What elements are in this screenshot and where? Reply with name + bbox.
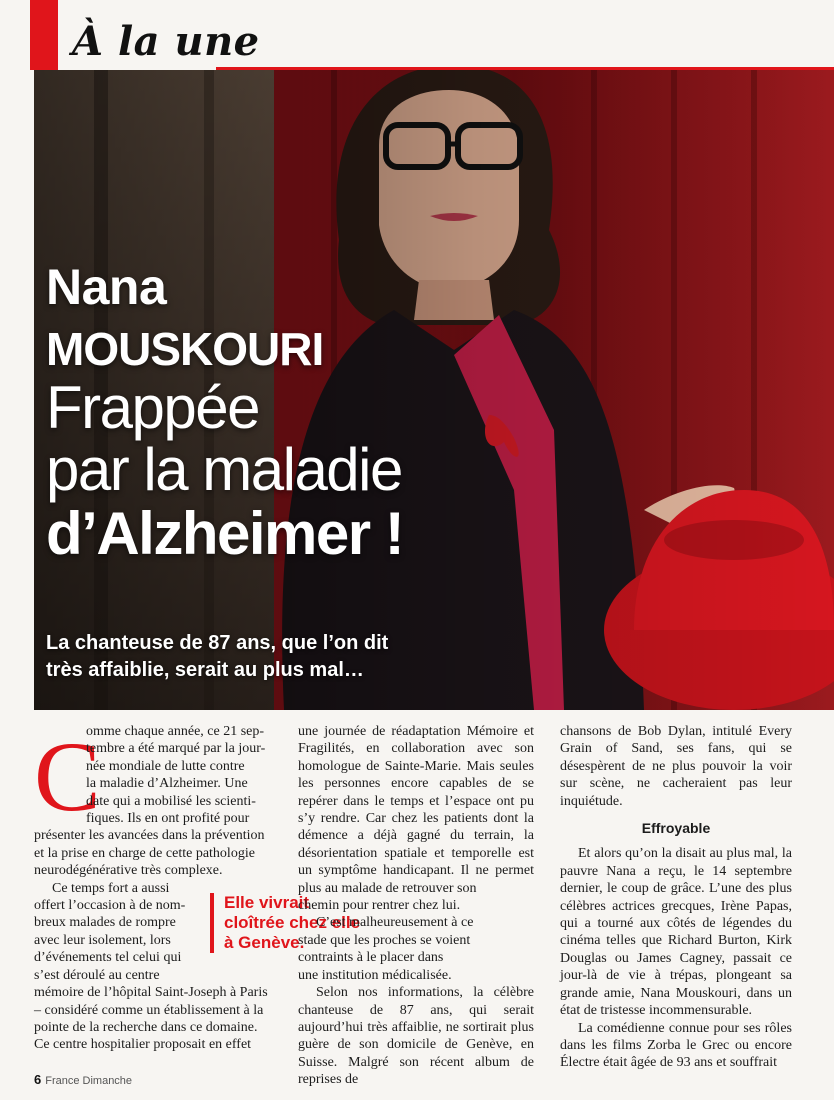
standfirst-line-1: La chanteuse de 87 ans, que l’on dit — [46, 632, 389, 654]
col1-line: date qui a mobilisé les scienti- — [86, 793, 256, 809]
col1-line: neurodégénérative très complexe. — [34, 863, 223, 879]
col1-line: s’est déroulé au centre — [34, 967, 160, 983]
col1-line: offert l’occasion à de nom- — [34, 898, 186, 914]
col1-line: la maladie d’Alzheimer. Une — [86, 776, 248, 792]
section-rubric: À la une — [72, 18, 260, 65]
col1-line: Ce centre hospitalier proposait en effet — [34, 1037, 252, 1053]
page-footer — [34, 1072, 132, 1087]
headline-line-2: MOUSKOURI — [46, 323, 324, 375]
col3-paragraph-1: chansons de Bob Dylan, intitulé Every Grain of Sand, ses fans, qui se désespèrent de ne plus pouvoir la voir sur scène, ne cacheraient pas leur inquiétude. — [560, 724, 792, 809]
col2-line: une institution médicalisée. — [298, 967, 452, 983]
article-column-2 — [298, 723, 534, 1089]
rubric-accent-bar — [30, 0, 58, 70]
pull-quote: Elle vivrait cloîtrée chez elle à Genève. — [210, 893, 364, 953]
col1-line: avec leur isolement, lors — [34, 932, 171, 948]
col2-paragraph-1: une journée de réadaptation Mémoire et Fragilités, en collaboration avec son homologue de Sainte-Marie. Mais seules les personnes encore capables de se repérer dans le temps et l’espace ont pu s’y rendre. Car chez les patients dont la démence a déjà gagné du terrain, la désorientation spatiale et temporelle est un symptôme handicapant. Il ne permet plus au malade de retrouver son — [298, 724, 534, 896]
standfirst-line-2: très affaiblie, serait au plus mal… — [46, 659, 364, 681]
subheading: Effroyable — [641, 820, 711, 837]
col1-line: omme chaque année, ce 21 sep- — [86, 724, 265, 739]
publication-name: France Dimanche — [45, 1075, 133, 1087]
col1-line: fiques. Ils en ont profité pour — [86, 811, 250, 827]
col2-paragraph-2 — [298, 914, 534, 984]
col1-line: présenter les avancées dans la prévention — [34, 828, 265, 844]
article-column-3 — [560, 723, 792, 1072]
col1-paragraph-1 — [34, 723, 270, 880]
standfirst — [46, 630, 388, 684]
col3-paragraph-3: La comédienne connue pour ses rôles dans les films Zorba le Grec ou encore Électre était âgée de 93 ans et souffrait — [560, 1020, 792, 1071]
article-column-1 — [34, 723, 270, 1054]
headline-line-3: Frappée — [46, 374, 259, 441]
headline-line-4: par la maladie — [46, 436, 402, 503]
col1-line: Ce temps fort a aussi — [52, 880, 170, 896]
headline — [46, 259, 404, 567]
col2-line: contraints à le placer dans — [298, 950, 444, 966]
col1-line: et la prise en charge de cette pathologie — [34, 845, 255, 861]
col2-line: stade que les proches se voient — [298, 932, 471, 948]
col1-line: tembre a été marqué par la jour- — [86, 741, 266, 757]
col3-paragraph-2: Et alors qu’on la disait au plus mal, la pauvre Nana a reçu, le 14 septembre dernier, le coup de grâce. L’une des plus célèbres actrices grecques, Irène Papas, qui a tourné aux côtés de légendes du cinéma telles que Richard Burton, Kirk Douglas ou James Cagney, passait ce jour-là de vie à trépas, plongeant sa grande amie, Nana Mouskouri, dans un état de tristesse incommensurable. — [560, 846, 792, 1019]
page-number: 6 — [34, 1072, 42, 1087]
col2-paragraph-1-end: chemin pour rentrer chez lui. — [298, 898, 461, 914]
col2-line: C’est malheureusement à ce — [316, 915, 474, 931]
headline-line-5: d’Alzheimer ! — [46, 500, 404, 567]
headline-line-1: Nana — [46, 259, 167, 315]
col1-line: pointe de la recherche dans ce domaine. — [34, 1019, 258, 1035]
col1-line: mémoire de l’hôpital Saint-Joseph à Paris — [34, 985, 268, 1001]
col2-paragraph-3: Selon nos informations, la célèbre chanteuse de 87 ans, qui serait aujourd’hui très affaiblie, ne sortirait plus guère de son domicile de Genève, en Suisse. Malgré son récent album de reprises de — [298, 985, 534, 1088]
col1-line: breux malades de rompre — [34, 915, 176, 931]
col1-line: née mondiale de lutte contre — [86, 758, 245, 774]
col1-line: d’événements tel celui qui — [34, 950, 182, 966]
col1-line: – considéré comme un établissement à la — [34, 1002, 264, 1018]
dropcap: C — [34, 721, 101, 832]
